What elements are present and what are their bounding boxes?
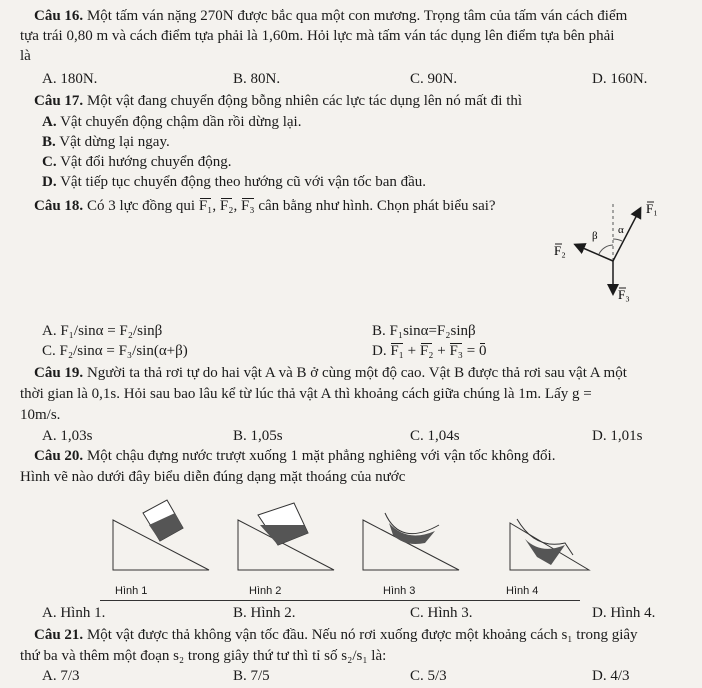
q19-line2: thời gian là 0,1s. Hỏi sau bao lâu kể từ lúc thả vật A thì khoảng cách giữa chúng là 1m. Lấy g = — [20, 386, 592, 402]
q20-option-d[interactable]: D. Hình 4. — [592, 605, 656, 621]
q19-line1: Câu 19. Người ta thả rơi tự do hai vật A và B ở cùng một độ cao. Vật B được thả rơi sau vật A một — [34, 365, 627, 381]
q18-question: Câu 18. Có 3 lực đồng qui F₁, F₂, F₃ cân bằng như hình. Chọn phát biểu sai? — [34, 198, 496, 214]
q16-option-b[interactable]: B. 80N. — [233, 71, 281, 87]
q18-f2-arrow — [576, 245, 613, 261]
q17-option-d[interactable]: D. Vật tiếp tục chuyển động theo hướng cũ với vận tốc ban đầu. — [42, 174, 427, 190]
q20-figure-2 — [230, 495, 340, 575]
q16-line3: là — [20, 48, 31, 64]
q18-beta-label: β — [592, 230, 598, 242]
q19-option-a[interactable]: A. 1,03s — [42, 428, 93, 444]
q21-title: Câu 21. — [34, 627, 84, 643]
q19-line3: 10m/s. — [20, 407, 61, 423]
q21-line1: Câu 21. Một vật được thả không vận tốc đầu. Nếu nó rơi xuống được một khoảng cách s₁ trong giây — [34, 627, 638, 643]
q17-title: Câu 17. — [34, 93, 84, 109]
q20-figure-baseline — [100, 600, 580, 601]
q17-option-c[interactable]: C. Vật đổi hướng chuyển động. — [42, 154, 232, 170]
q18-f2-label: F₂ — [554, 243, 566, 258]
q20-line1: Câu 20. Một chậu đựng nước trượt xuống 1 mặt phẳng nghiêng với vận tốc không đổi. — [34, 448, 556, 464]
q20-figure-3 — [355, 495, 465, 575]
q18-alpha-arc — [613, 239, 622, 241]
q17-option-b[interactable]: B. Vật dừng lại ngay. — [42, 134, 170, 150]
q20-option-a[interactable]: A. Hình 1. — [42, 605, 106, 621]
q20-line2: Hình vẽ nào dưới đây biểu diễn đúng dạng mặt thoáng của nước — [20, 469, 406, 485]
q19-option-b[interactable]: B. 1,05s — [233, 428, 283, 444]
q20-option-b[interactable]: B. Hình 2. — [233, 605, 296, 621]
q18-alpha-label: α — [618, 224, 624, 236]
q21-option-d[interactable]: D. 4/3 — [592, 668, 630, 684]
q21-option-a[interactable]: A. 7/3 — [42, 668, 80, 684]
q18-force-diagram — [540, 195, 670, 305]
q20-figure-4 — [485, 495, 595, 575]
q18-beta-arc — [599, 245, 613, 254]
q19-title: Câu 19. — [34, 365, 84, 381]
q21-option-b[interactable]: B. 7/5 — [233, 668, 270, 684]
q18-option-a[interactable]: A. F₁/sinα = F₂/sinβ — [42, 323, 163, 339]
q17-option-a[interactable]: A. Vật chuyển động chậm dần rồi dừng lại. — [42, 114, 302, 130]
q18-f3-label: F₃ — [618, 287, 630, 302]
q16-option-d[interactable]: D. 160N. — [592, 71, 648, 87]
q21-line2: thứ ba và thêm một đoạn s₂ trong giây thứ tư thì tỉ số s₂/s₁ là: — [20, 648, 387, 664]
q16-option-c[interactable]: C. 90N. — [410, 71, 458, 87]
q20-caption-3: Hình 3 — [383, 585, 416, 597]
q16-line2: tựa trái 0,80 m và cách điểm tựa phải là 1,60m. Hỏi lực mà tấm ván tác dụng lên điểm tựa bên phải — [20, 28, 615, 44]
q19-option-d[interactable]: D. 1,01s — [592, 428, 643, 444]
q16-option-a[interactable]: A. 180N. — [42, 71, 98, 87]
q18-option-b[interactable]: B. F₁sinα=F₂sinβ — [372, 323, 476, 339]
q20-title: Câu 20. — [34, 448, 84, 464]
q20-caption-1: Hình 1 — [115, 585, 148, 597]
q16-line1: Câu 16. Một tấm ván nặng 270N được bắc qua một con mương. Trọng tâm của tấm ván cách điểm — [34, 8, 628, 24]
q18-f1-label: F₁ — [646, 201, 658, 216]
q18-option-d[interactable]: D. F₁ + F₂ + F₃ = 0 — [372, 343, 487, 359]
q20-caption-2: Hình 2 — [249, 585, 282, 597]
q20-figure-1 — [105, 495, 215, 575]
incline — [363, 520, 459, 570]
q17-question: Câu 17. Một vật đang chuyển động bỗng nhiên các lực tác dụng lên nó mất đi thì — [34, 93, 523, 109]
q18-title: Câu 18. — [34, 198, 84, 214]
q21-option-c[interactable]: C. 5/3 — [410, 668, 447, 684]
q16-title: Câu 16. — [34, 8, 84, 24]
q20-option-c[interactable]: C. Hình 3. — [410, 605, 473, 621]
q19-option-c[interactable]: C. 1,04s — [410, 428, 460, 444]
q18-option-c[interactable]: C. F₂/sinα = F₃/sin(α+β) — [42, 343, 188, 359]
q20-caption-4: Hình 4 — [506, 585, 539, 597]
